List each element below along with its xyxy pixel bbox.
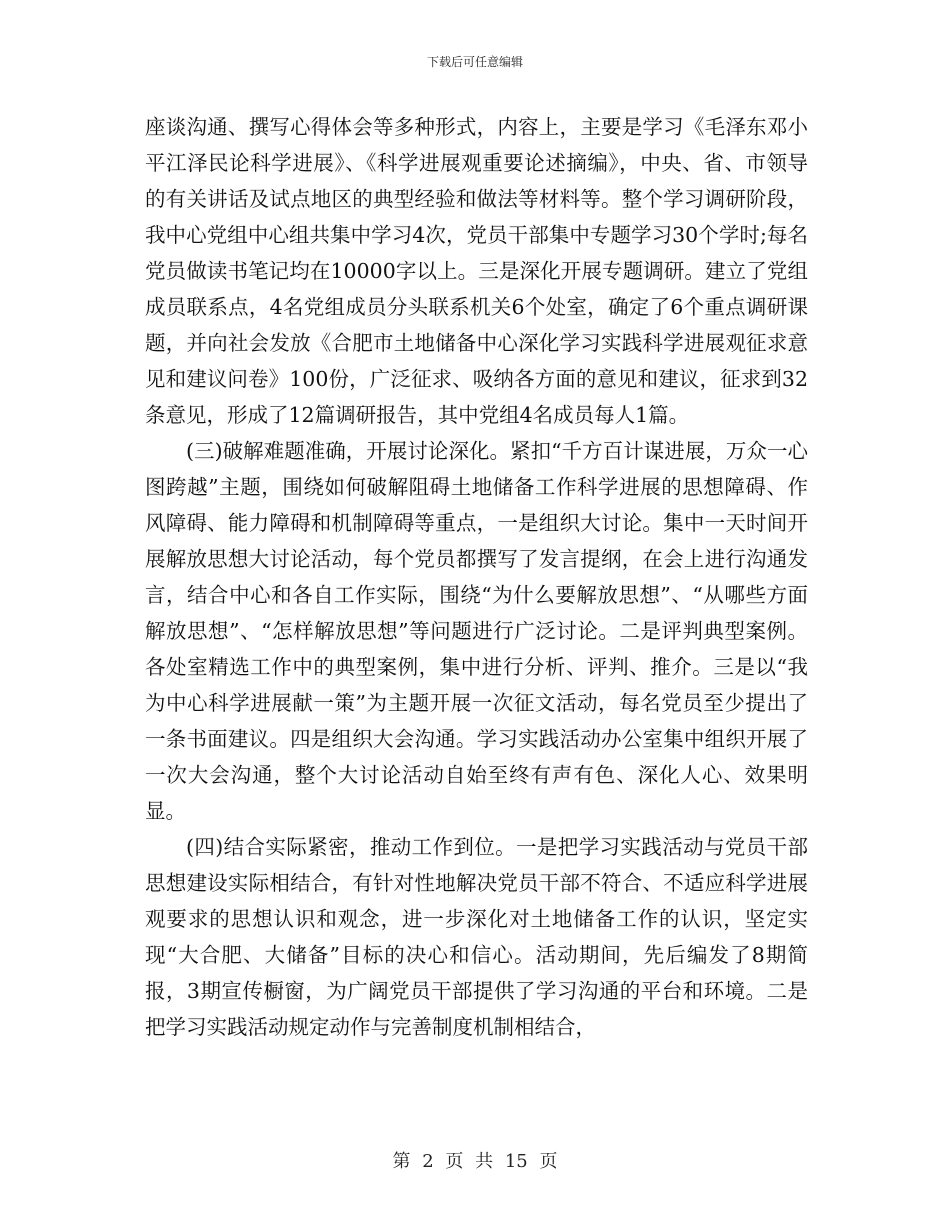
paragraph-section-3: (三)破解难题准确，开展讨论深化。紧扣“千方百计谋进展，万众一心图跨越”主题，围绕如何破解阻碍土地储备工作科学进展的思想障碍、作风障碍、能力障碍和机制障碍等重点，一是组织大讨论。集中一天时间开展解放思想大讨论活动，每个党员都撰写了发言提纲，在会上进行沟通发言，结合中心和各自工作实际，围绕“为什么要解放思想”、“从哪些方面解放思想”、“怎样解放思想”等问题进行广泛讨论。二是评判典型案例。各处室精选工作中的典型案例，集中进行分析、评判、推介。三是以“我为中心科学进展献一策”为主题开展一次征文活动，每名党员至少提出了一条书面建议。四是组织大会沟通。学习实践活动办公室集中组织开展了一次大会沟通，整个大讨论活动自始至终有声有色、深化人心、效果明显。 [145,439,808,823]
page-number-footer: 第 2 页 共 15 页 [392,1151,558,1172]
document-body [145,109,808,1045]
paragraph-section-4: (四)结合实际紧密，推动工作到位。一是把学习实践活动与党员干部思想建设实际相结合，有针对性地解决党员干部不符合、不适应科学进展观要求的思想认识和观念，进一步深化对土地储备工作的认识，坚定实现“大合肥、大储备”目标的决心和信心。活动期间，先后编发了8期简报，3期宣传橱窗，为广阔党员干部提供了学习沟通的平台和环境。二是把学习实践活动规定动作与完善制度机制相结合， [145,835,808,1039]
paragraph-continuation: 座谈沟通、撰写心得体会等多种形式，内容上，主要是学习《毛泽东邓小平江泽民论科学进展》、《科学进展观重要论述摘编》，中央、省、市领导的有关讲话及试点地区的典型经验和做法等材料等。整个学习调研阶段，我中心党组中心组共集中学习4次，党员干部集中专题学习30个学时;每名党员做读书笔记均在10000字以上。三是深化开展专题调研。建立了党组成员联系点，4名党组成员分头联系机关6个处室，确定了6个重点调研课题，并向社会发放《合肥市土地储备中心深化学习实践科学进展观征求意见和建议问卷》100份，广泛征求、吸纳各方面的意见和建议，征求到32条意见，形成了12篇调研报告，其中党组4名成员每人1篇。 [145,115,808,427]
page-header: 下载后可任意编辑 [426,55,523,69]
